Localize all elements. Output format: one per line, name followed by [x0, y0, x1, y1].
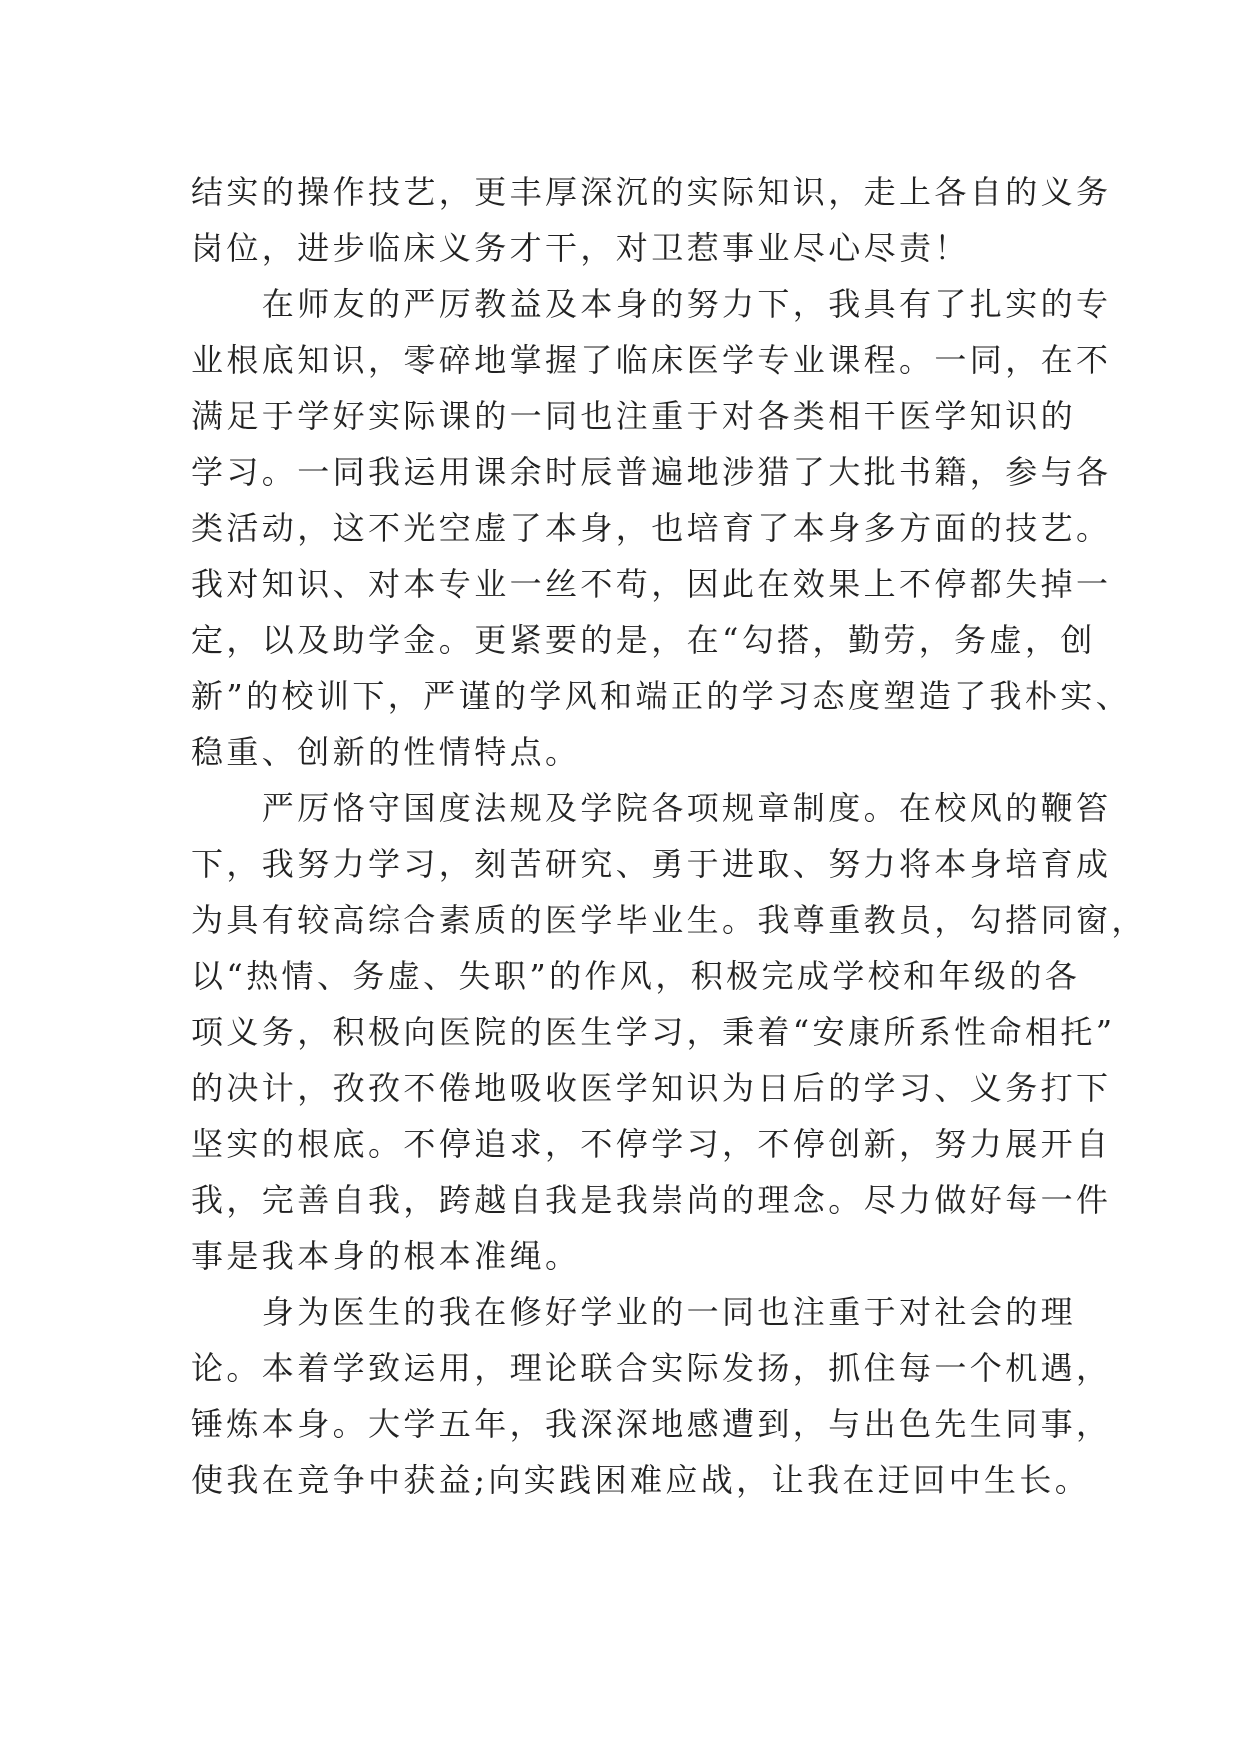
- paragraph: [191, 780, 1147, 1284]
- text-line: 岗位，进步临床义务才干，对卫惹事业尽心尽责！: [191, 229, 970, 267]
- paragraph: [191, 276, 1132, 780]
- paragraph: [191, 1284, 1112, 1508]
- text-line: 事是我本身的根本准绳。: [191, 1237, 581, 1275]
- document-body: [191, 164, 1147, 1508]
- text-line: 下，我努力学习，刻苦研究、勇于进取、努力将本身培育成: [191, 845, 1112, 883]
- text-line: 坚实的根底。不停追求，不停学习，不停创新，努力展开自: [191, 1125, 1112, 1163]
- text-line: 以“热情、务虚、失职”的作风，积极完成学校和年级的各: [191, 957, 1081, 995]
- text-line: 满足于学好实际课的一同也注重于对各类相干医学知识的: [191, 397, 1077, 435]
- text-line: 使我在竞争中获益;向实践困难应战，让我在迂回中生长。: [191, 1461, 1091, 1499]
- text-line: 结实的操作技艺，更丰厚深沉的实际知识，走上各自的义务: [191, 173, 1112, 211]
- text-line: 稳重、创新的性情特点。: [191, 733, 581, 771]
- text-line: 学习。一同我运用课余时辰普遍地涉猎了大批书籍，参与各: [191, 453, 1112, 491]
- text-line: 定，以及助学金。更紧要的是，在“勾搭，勤劳，务虚，创: [191, 621, 1096, 659]
- text-line: 锤炼本身。大学五年，我深深地感遭到，与出色先生同事，: [191, 1405, 1112, 1443]
- text-line: 业根底知识，零碎地掌握了临床医学专业课程。一同，在不: [191, 341, 1112, 379]
- paragraph: [191, 164, 1112, 276]
- text-line: 严厉恪守国度法规及学院各项规章制度。在校风的鞭笞: [191, 789, 1112, 827]
- text-line: 项义务，积极向医院的医生学习，秉着“安康所系性命相托”: [191, 1013, 1116, 1051]
- text-line: 的决计，孜孜不倦地吸收医学知识为日后的学习、义务打下: [191, 1069, 1112, 1107]
- text-line: 为具有较高综合素质的医学毕业生。我尊重教员，勾搭同窗，: [191, 901, 1147, 939]
- text-line: 我对知识、对本专业一丝不苟，因此在效果上不停都失掉一: [191, 565, 1112, 603]
- text-line: 新”的校训下，严谨的学风和端正的学习态度塑造了我朴实、: [191, 677, 1132, 715]
- text-line: 类活动，这不光空虚了本身，也培育了本身多方面的技艺。: [191, 509, 1112, 547]
- text-line: 身为医生的我在修好学业的一同也注重于对社会的理: [191, 1293, 1077, 1331]
- text-line: 在师友的严厉教益及本身的努力下，我具有了扎实的专: [191, 285, 1112, 323]
- text-line: 我，完善自我，跨越自我是我崇尚的理念。尽力做好每一件: [191, 1181, 1112, 1219]
- text-line: 论。本着学致运用，理论联合实际发扬，抓住每一个机遇，: [191, 1349, 1112, 1387]
